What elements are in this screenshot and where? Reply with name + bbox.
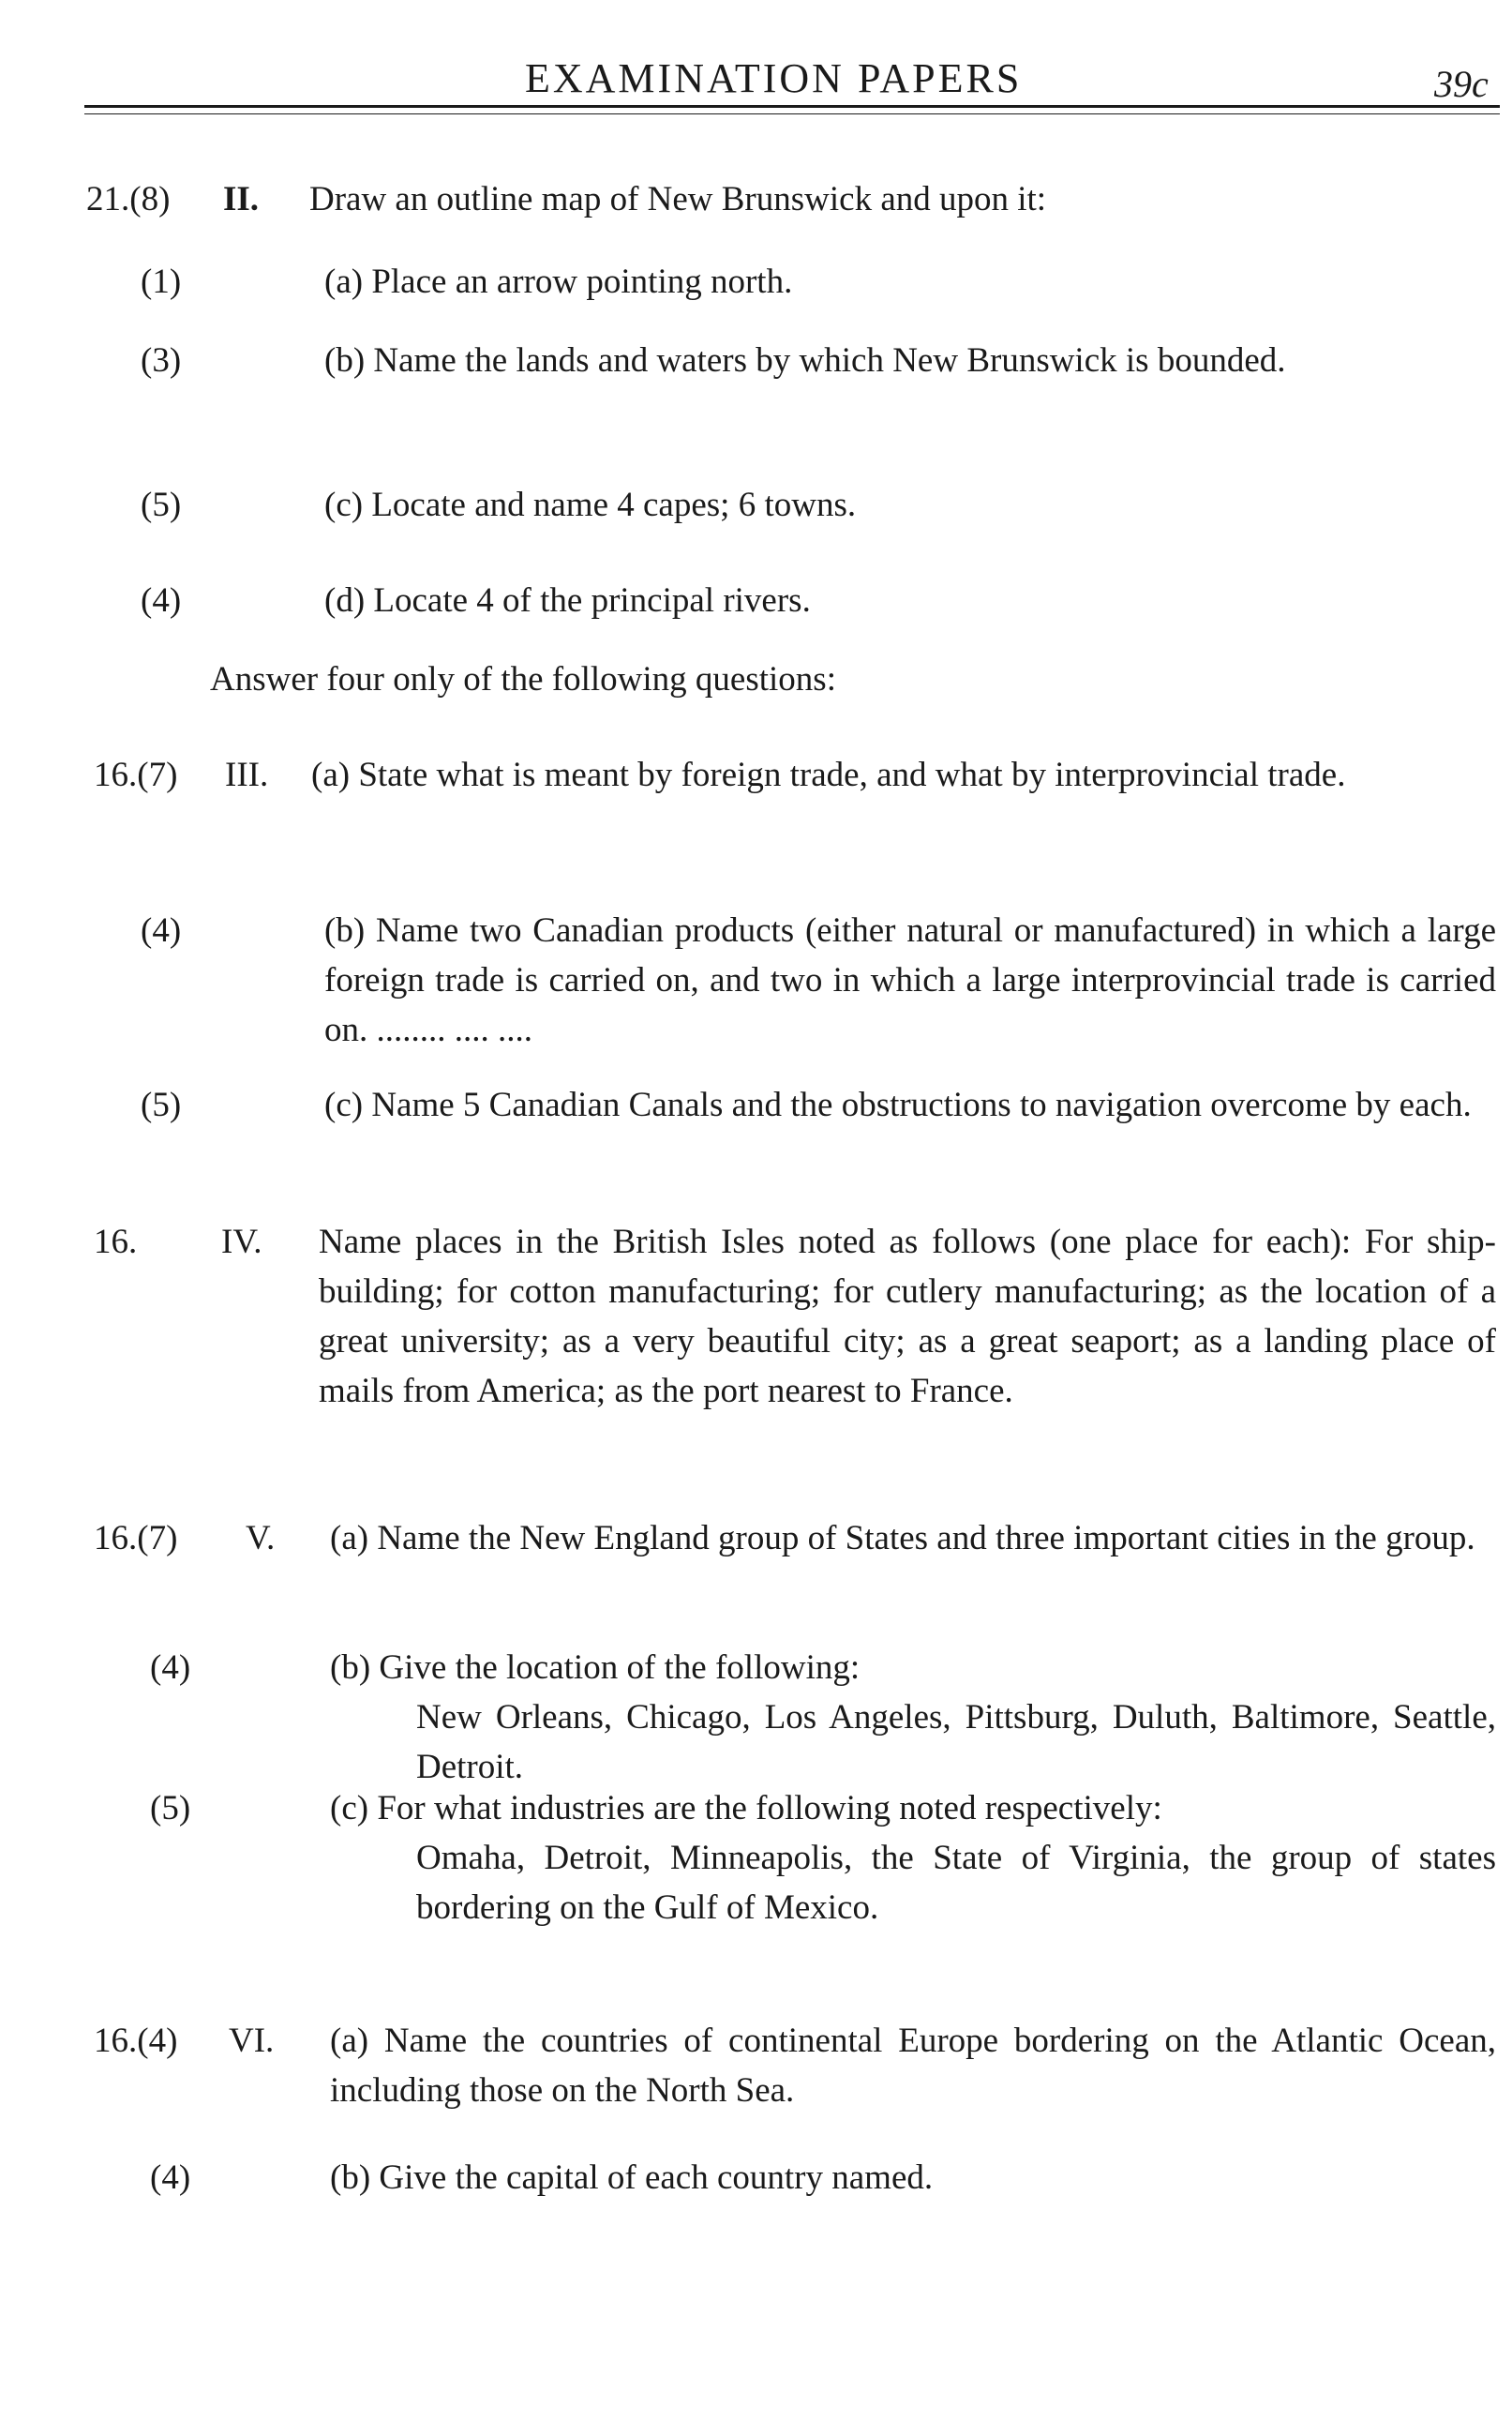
part-marks: (5)	[141, 486, 182, 524]
part-marks: (5)	[150, 1789, 191, 1827]
question-marks: 16.	[94, 1223, 138, 1261]
part-text: (b) Give the location of the following:	[330, 1648, 861, 1687]
part-text: (d) Locate 4 of the principal rivers.	[324, 581, 811, 620]
part-text: (c) For what industries are the following noted respectively:	[330, 1789, 1162, 1827]
page-header-title: EXAMINATION PAPERS	[525, 55, 1023, 101]
question-marks: 16.(7)	[94, 756, 178, 794]
question-number: V.	[246, 1519, 276, 1557]
part-text: (a) Place an arrow pointing north.	[324, 263, 793, 301]
part-text: (b) Name two Canadian products (either natural or manufactured) in which a large foreign trade is carried on, and two in which a large interprovincial trade is carried on. ........ .... ....	[324, 911, 1496, 1049]
question-marks: 16.(4)	[94, 2022, 178, 2060]
part-text: (b) Give the capital of each country named.	[330, 2158, 934, 2197]
part-marks: (3)	[141, 341, 182, 380]
part-detail-text: New Orleans, Chicago, Los Angeles, Pittsburg, Duluth, Baltimore, Seattle, Detroit.	[416, 1698, 1496, 1786]
part-marks: (4)	[141, 581, 182, 620]
part-text: (c) Locate and name 4 capes; 6 towns.	[324, 486, 857, 524]
question-number: III.	[225, 756, 269, 794]
part-marks: (5)	[141, 1086, 182, 1124]
question-text: Name places in the British Isles noted as follows (one place for each): For ship-building; for cotton manufacturing; for cutlery manufacturing; as the location of a great university; as a very beautiful city; as a great seaport; as a landing place of mails from America; as the port nearest to France.	[319, 1223, 1496, 1410]
header-rule-thin	[84, 113, 1500, 114]
part-marks: (1)	[141, 263, 182, 301]
question-text: Draw an outline map of New Brunswick and upon it:	[309, 180, 1047, 218]
instruction-text: Answer four only of the following questions:	[210, 660, 836, 699]
part-marks: (4)	[150, 2158, 191, 2197]
part-text: (b) Name the lands and waters by which New Brunswick is bounded.	[324, 341, 1286, 380]
question-number: IV.	[221, 1223, 262, 1261]
question-marks: 21.(8)	[86, 180, 171, 218]
header-rule	[84, 105, 1500, 108]
part-text: (a) Name the countries of continental Europe bordering on the Atlantic Ocean, including those on the North Sea.	[330, 2022, 1496, 2110]
question-marks: 16.(7)	[94, 1519, 178, 1557]
part-detail-text: Omaha, Detroit, Minneapolis, the State of Virginia, the group of states bordering on the Gulf of Mexico.	[416, 1839, 1496, 1927]
question-number: VI.	[229, 2022, 275, 2060]
part-marks: (4)	[141, 911, 182, 950]
part-text: (c) Name 5 Canadian Canals and the obstructions to navigation overcome by each.	[324, 1086, 1472, 1124]
part-marks: (4)	[150, 1648, 191, 1687]
part-text: (a) State what is meant by foreign trade, and what by interprovincial trade.	[311, 756, 1346, 794]
part-text: (a) Name the New England group of States and three important cities in the group.	[330, 1519, 1475, 1557]
question-number: II.	[223, 180, 260, 218]
page-number: 39c	[1434, 63, 1489, 105]
